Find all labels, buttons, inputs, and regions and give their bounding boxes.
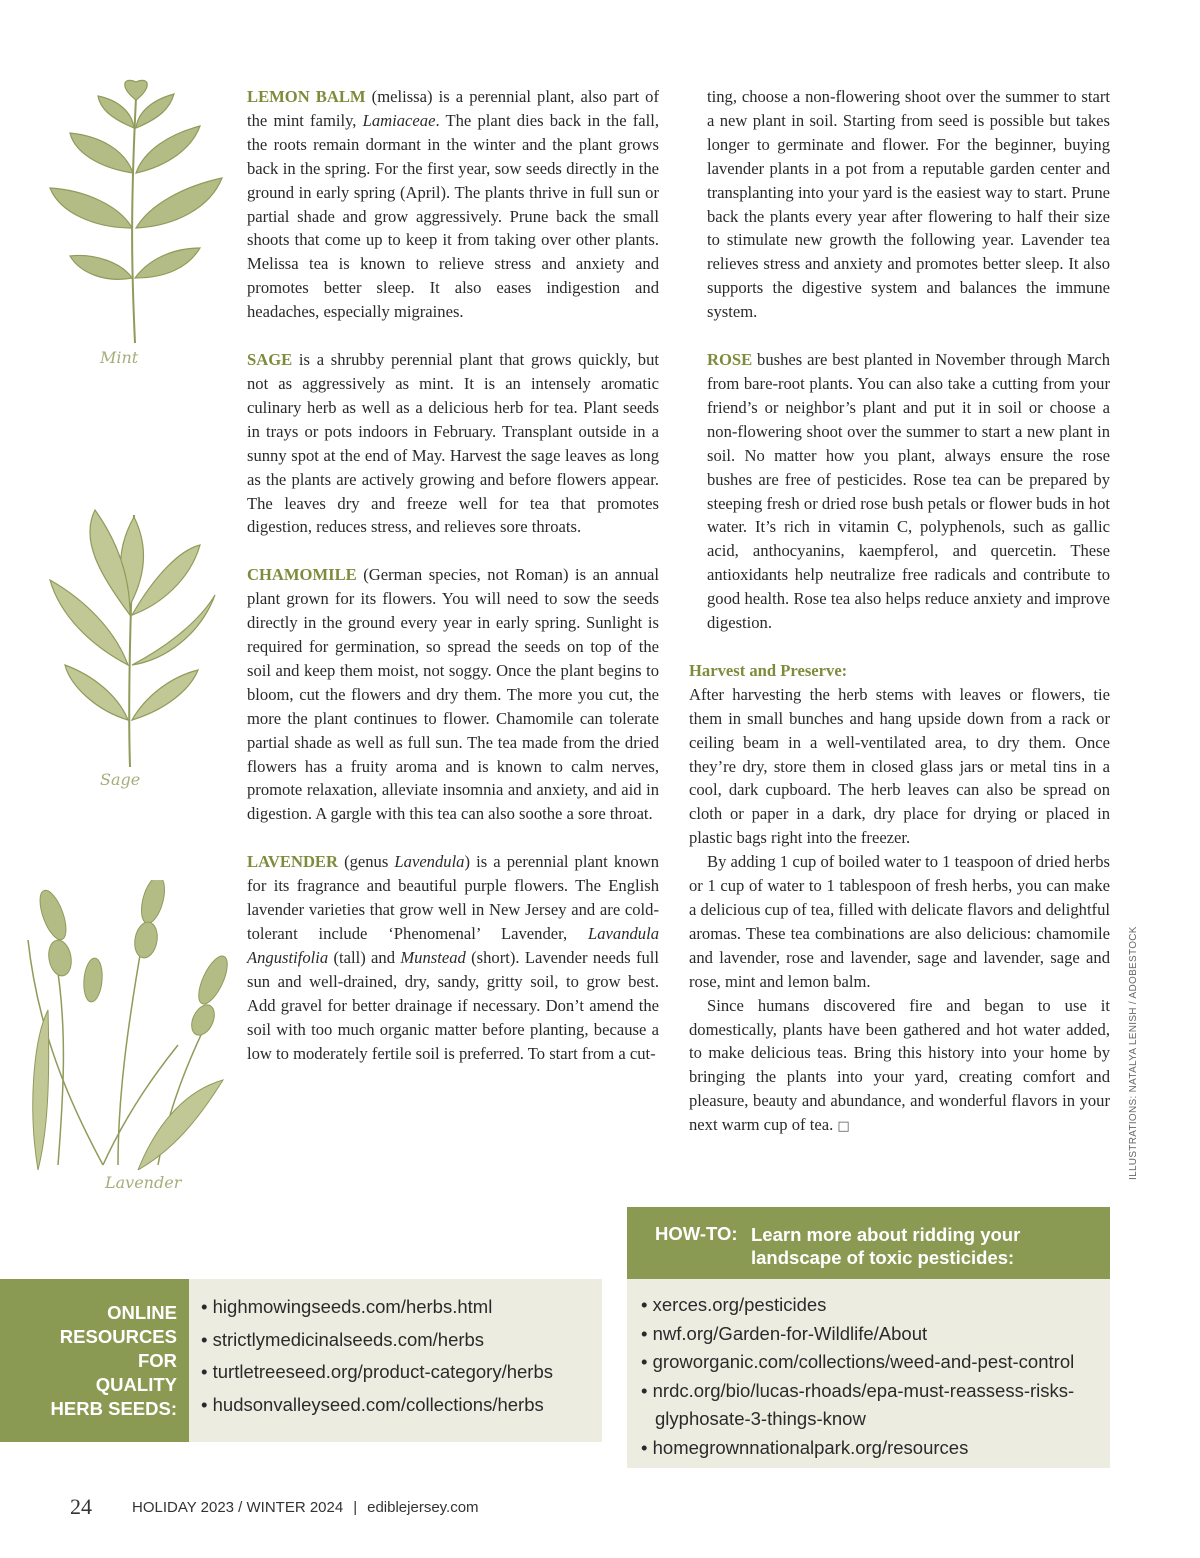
resources-heading: ONLINE RESOURCES FOR QUALITY HERB SEEDS:: [50, 1302, 177, 1419]
lavender-caption: Lavender: [105, 1173, 182, 1192]
rose-lead: ROSE: [707, 350, 753, 370]
howto-link[interactable]: • nwf.org/Garden-for-Wildlife/About: [641, 1320, 1111, 1349]
howto-links-box: [627, 1279, 1110, 1468]
rose-paragraph: ROSE bushes are best planted in November through March from bare-root plants. You can also take a cutting from your friend’s or neighbor’s plant and put it in soil or choose a non-flowering shoot over the summer to start a new plant in soil. No matter how you plant, always ensure the rose bushes are free of pesticides. Rose tea can be prepared by steeping fresh or dried rose bush petals or flower buds in hot water. It’s rich in vitamin C, polyphenols, such as gallic acid, anthocyanins, kaempferol, and quercetin. These antioxidants help neutralize free radicals and contribute to good health. Rose tea also helps reduce anxiety and improve digestion.: [707, 350, 1110, 633]
howto-label: HOW-TO:: [655, 1223, 738, 1244]
harvest-heading: Harvest and Preserve:: [689, 660, 848, 680]
end-mark: □: [837, 1119, 850, 1135]
illustration-credit: ILLUSTRATIONS: NATALYA LENISH / ADOBESTOCK: [1128, 926, 1139, 1180]
lemon-balm-paragraph: LEMON BALM (melissa) is a perennial plant, also part of the mint family, Lamiaceae. The plant dies back in the fall, the roots remain dormant in the winter and the plant grows back in the spring. For the first year, sow seeds directly in the ground in early spring (April). The plants thrive in full sun or partial shade and grow aggressively. Prune back the small shoots that come up to keep it from taking over other plants. Melissa tea is known to relieve stress and anxiety and promotes better sleep. It also eases indigestion and headaches, especially migraines.: [247, 87, 660, 322]
resource-link[interactable]: • strictlymedicinalseeds.com/herbs: [201, 1324, 553, 1357]
harvest-paragraph-2: By adding 1 cup of boiled water to 1 teaspoon of dried herbs or 1 cup of water to 1 tablespoon of fresh herbs, you can make a delicious cup of tea, filled with delicate flavors and delightful aromas. These tea combinations are also delicious: chamomile and lavender, rose and lavender, sage and lavender, sage and rose, mint and lemon balm.: [689, 852, 1110, 991]
site-link[interactable]: ediblejersey.com: [367, 1499, 479, 1516]
page-footer: [70, 1494, 479, 1520]
resource-link[interactable]: • highmowingseeds.com/herbs.html: [201, 1291, 553, 1324]
harvest-paragraph-3: Since humans discovered fire and began to use it domestically, plants have been gathered and hot water added, to make delicious teas. Bring this history into your home by bringing the plants into your yard, creating comfort and pleasure, beauty and abundance, and wonderful flavors in your next warm cup of tea. □: [689, 995, 1110, 1135]
sage-caption: Sage: [100, 770, 141, 789]
harvest-paragraph-1: After harvesting the herb stems with leaves or flowers, tie them in small bunches and hang upside down from a rack or ceiling beam in a well-ventilated area, to dry them. Once they’re dry, store them in closed glass jars or metal tins in a cool, dark cupboard. The herb leaves can also be spread on cloth or paper in a dark, dry place for drying or placed in plastic bags right into the freezer.: [689, 684, 1110, 848]
sage-paragraph: SAGE is a shrubby perennial plant that grows quickly, but not as aggressively as mint. It is an intensely aromatic culinary herb as well as a delicious herb for tea. Plant seeds in trays or pots indoors in February. Transplant outside in a sunny spot at the end of May. Harvest the sage leaves as long as the plants are actively growing and before flowers appear. The leaves dry and freeze well for tea that promotes digestion, reduces stress, and relieves sore throats.: [247, 350, 659, 537]
lemon-balm-lead: LEMON BALM: [247, 87, 366, 106]
sage-lead: SAGE: [247, 350, 293, 370]
mint-illustration: [40, 78, 230, 348]
resource-link[interactable]: • turtletreeseed.org/product-category/herbs: [201, 1356, 553, 1389]
lavender-illustration: [8, 880, 238, 1170]
resource-link[interactable]: • hudsonvalleyseed.com/collections/herbs: [201, 1389, 553, 1422]
page-number: 24: [70, 1494, 92, 1519]
right-article-column: [689, 85, 1110, 1139]
howto-link[interactable]: • xerces.org/pesticides: [641, 1291, 1111, 1320]
left-article-column: [247, 85, 659, 1065]
lavender-paragraph: LAVENDER (genus Lavendula) is a perennial plant known for its fragrance and beautiful purple flowers. The English lavender varieties that grow well in New Jersey and are cold-tolerant include ‘Phenomenal’ Lavender, Lavandula Angustifolia (tall) and Munstead (short). Lavender needs full sun and well-drained, dry, sandy, gritty soil, to grow best. Add gravel for better drainage if necessary. Don’t amend the soil with too much organic matter before planting, because a low to moderately fertile soil is preferred. To start from a cut-: [247, 852, 659, 1063]
mint-caption: Mint: [100, 348, 139, 367]
howto-link[interactable]: • nrdc.org/bio/lucas-rhoads/epa-must-reassess-risks-glyphosate-3-things-know: [641, 1377, 1111, 1434]
footer-separator: |: [353, 1499, 358, 1516]
howto-header: [627, 1207, 1110, 1279]
chamomile-lead: CHAMOMILE: [247, 565, 357, 585]
howto-link[interactable]: • groworganic.com/collections/weed-and-pest-control: [641, 1348, 1111, 1377]
sage-illustration: [30, 505, 230, 770]
howto-link[interactable]: • homegrownnationalpark.org/resources: [641, 1434, 1111, 1463]
chamomile-paragraph: CHAMOMILE (German species, not Roman) is an annual plant grown for its flowers. You will need to sow the seeds directly in the ground every year in early spring. Sunlight is required for germination, so spread the seeds on top of the soil and keep them moist, not soggy. Once the plant begins to bloom, cut the flowers and dry them. The more you cut, the more the plant continues to flower. Chamomile can tolerate partial shade as well as full sun. The tea made from the dried flowers has a fruity aroma and is known to calm nerves, promote relaxation, alleviate insomnia and anxiety, and aid in digestion. A gargle with this tea can also soothe a sore throat.: [247, 565, 659, 824]
lavender-continued-paragraph: ting, choose a non-flowering shoot over the summer to start a new plant in soil. Starting from seed is possible but takes longer to germinate and flower. For the beginner, buying lavender plants in a pot from a reputable garden center and transplanting into your yard is the easiest way to start. Prune back the plants every year after flowering to half their size to stimulate new growth the following year. Lavender tea relieves stress and anxiety and promotes better sleep. It also supports the digestive system and balances the immune system.: [707, 87, 1110, 322]
resources-links-box: [189, 1279, 602, 1442]
lavender-lead: LAVENDER: [247, 852, 338, 872]
issue-label: HOLIDAY 2023 / WINTER 2024: [132, 1499, 344, 1516]
resources-header: [0, 1279, 189, 1442]
howto-title: Learn more about ridding your landscape of toxic pesticides:: [751, 1224, 1021, 1268]
